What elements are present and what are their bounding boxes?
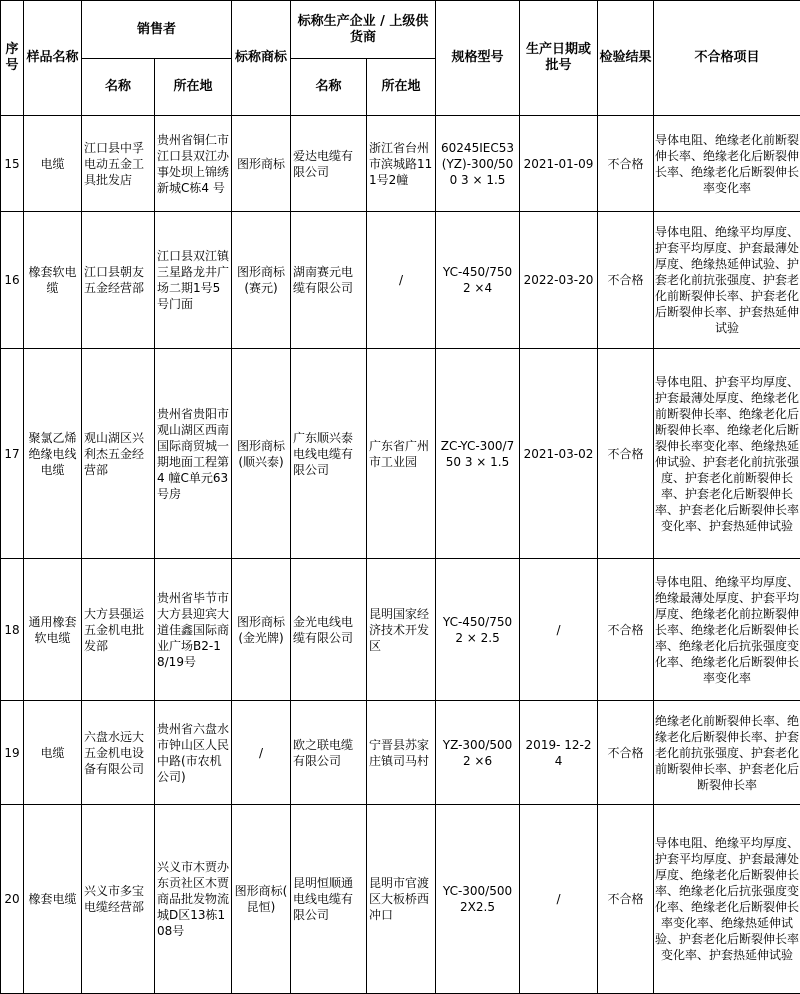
cell-brand: 图形商标(顺兴泰) <box>232 349 291 559</box>
header-seller: 销售者 <box>82 1 232 59</box>
cell-defects: 导体电阻、绝缘平均厚度、护套平均厚度、护套最薄处厚度、绝缘热延伸试验、护套老化前抗张强度、护套老化前断裂伸长率、护套老化后断裂伸长率、护套热延伸试验 <box>654 212 800 349</box>
cell-producer-location: 宁晋县苏家庄镇司马村 <box>367 701 436 805</box>
cell-seller-location: 贵州省毕节市大方县迎宾大道佳鑫国际商业广场B2-18/19号 <box>155 559 232 701</box>
cell-result: 不合格 <box>598 116 654 212</box>
cell-sample: 电缆 <box>24 701 82 805</box>
cell-result: 不合格 <box>598 701 654 805</box>
cell-producer-name: 爱达电缆有限公司 <box>291 116 367 212</box>
header-date: 生产日期或批号 <box>520 1 598 116</box>
header-producer: 标称生产企业 / 上级供货商 <box>291 1 436 59</box>
cell-spec: YZ-300/500 2 ×6 <box>436 701 520 805</box>
cell-sample: 橡套电缆 <box>24 805 82 994</box>
cell-spec: YC-300/500 2X2.5 <box>436 805 520 994</box>
cell-seller-location: 江口县双江镇三星路龙井广场二期1号5号门面 <box>155 212 232 349</box>
header-brand: 标称商标 <box>232 1 291 116</box>
cell-result: 不合格 <box>598 349 654 559</box>
table-row <box>1 212 800 349</box>
cell-brand: 图形商标( 昆恒) <box>232 805 291 994</box>
cell-seller-name: 江口县中孚电动五金工具批发店 <box>82 116 155 212</box>
cell-seller-location: 兴义市木贾办东贡社区木贾商品批发物流城D区13栋108号 <box>155 805 232 994</box>
header-producer-location: 所在地 <box>367 59 436 116</box>
cell-result: 不合格 <box>598 212 654 349</box>
cell-producer-name: 广东顺兴泰电线电缆有限公司 <box>291 349 367 559</box>
cell-date: 2019- 12-24 <box>520 701 598 805</box>
cell-date: / <box>520 805 598 994</box>
cell-producer-location: 广东省广州市工业园 <box>367 349 436 559</box>
cell-spec: YC-450/750 2 ×4 <box>436 212 520 349</box>
cell-seller-location: 贵州省铜仁市江口县双江办事处坝上锦绣新城C栋4 号 <box>155 116 232 212</box>
cell-seq: 19 <box>1 701 24 805</box>
cell-spec: YC-450/750 2 × 2.5 <box>436 559 520 701</box>
cell-producer-name: 昆明恒顺通电线电缆有限公司 <box>291 805 367 994</box>
cell-producer-location: / <box>367 212 436 349</box>
cell-seller-name: 观山湖区兴利杰五金经营部 <box>82 349 155 559</box>
cell-defects: 导体电阻、护套平均厚度、护套最薄处厚度、绝缘老化前断裂伸长率、绝缘老化后断裂伸长率、绝缘老化后断裂伸长率变化率、绝缘热延伸试验、护套老化前抗张强度、护套老化前断裂伸长率、护套老化后断裂伸长率、护套老化后断裂伸长率变化率、护套热延伸试验 <box>654 349 800 559</box>
cell-seq: 17 <box>1 349 24 559</box>
cell-brand: 图形商标(金光牌) <box>232 559 291 701</box>
header-seq: 序号 <box>1 1 24 116</box>
cell-seller-name: 兴义市多宝电缆经营部 <box>82 805 155 994</box>
cell-defects: 导体电阻、绝缘平均厚度、护套平均厚度、护套最薄处厚度、绝缘老化后断裂伸长率、绝缘老化后抗张强度变化率、绝缘老化后断裂伸长率变化率、绝缘热延伸试验、护套老化后断裂伸长率变化率、护套热延伸试验 <box>654 805 800 994</box>
header-seller-location: 所在地 <box>155 59 232 116</box>
cell-result: 不合格 <box>598 559 654 701</box>
table-row <box>1 349 800 559</box>
cell-date: / <box>520 559 598 701</box>
cell-seller-name: 大方县强运五金机电批发部 <box>82 559 155 701</box>
table-row <box>1 701 800 805</box>
cell-seller-name: 江口县朝友五金经营部 <box>82 212 155 349</box>
cell-producer-location: 浙江省台州市滨城路111号2幢 <box>367 116 436 212</box>
cell-sample: 橡套软电缆 <box>24 212 82 349</box>
cell-sample: 通用橡套软电缆 <box>24 559 82 701</box>
cell-seq: 20 <box>1 805 24 994</box>
cell-sample: 电缆 <box>24 116 82 212</box>
cell-seq: 15 <box>1 116 24 212</box>
cell-spec: 60245IEC53(YZ)-300/500 3 × 1.5 <box>436 116 520 212</box>
cell-seq: 16 <box>1 212 24 349</box>
cell-seq: 18 <box>1 559 24 701</box>
cell-producer-name: 欧之联电缆有限公司 <box>291 701 367 805</box>
cell-spec: ZC-YC-300/750 3 × 1.5 <box>436 349 520 559</box>
cell-brand: / <box>232 701 291 805</box>
table-row <box>1 559 800 701</box>
header-defects: 不合格项目 <box>654 1 800 116</box>
cell-sample: 聚氯乙烯绝缘电线电缆 <box>24 349 82 559</box>
cell-producer-name: 金光电线电缆有限公司 <box>291 559 367 701</box>
header-spec: 规格型号 <box>436 1 520 116</box>
cell-producer-location: 昆明国家经济技术开发区 <box>367 559 436 701</box>
cell-brand: 图形商标 <box>232 116 291 212</box>
cell-date: 2022-03-20 <box>520 212 598 349</box>
cell-producer-location: 昆明市官渡区大板桥西冲口 <box>367 805 436 994</box>
cell-date: 2021-01-09 <box>520 116 598 212</box>
header-producer-name: 名称 <box>291 59 367 116</box>
cell-seller-name: 六盘水远大五金机电设备有限公司 <box>82 701 155 805</box>
cell-seller-location: 贵州省贵阳市观山湖区西南国际商贸城一期地面工程第4 幢C单元63号房 <box>155 349 232 559</box>
table-row <box>1 116 800 212</box>
header-result: 检验结果 <box>598 1 654 116</box>
cell-seller-location: 贵州省六盘水市钟山区人民中路(市农机公司) <box>155 701 232 805</box>
cell-result: 不合格 <box>598 805 654 994</box>
cell-date: 2021-03-02 <box>520 349 598 559</box>
header-sample-name: 样品名称 <box>24 1 82 116</box>
table-row <box>1 805 800 994</box>
cell-defects: 导体电阻、绝缘老化前断裂伸长率、绝缘老化后断裂伸长率、绝缘老化后断裂伸长率变化率 <box>654 116 800 212</box>
header-seller-name: 名称 <box>82 59 155 116</box>
cell-defects: 导体电阻、绝缘平均厚度、绝缘最薄处厚度、护套平均厚度、绝缘老化前拉断裂伸长率、绝缘老化后断裂伸长率、绝缘老化后抗张强度变化率、绝缘老化后断裂伸长率变化率 <box>654 559 800 701</box>
cell-defects: 绝缘老化前断裂伸长率、绝缘老化后断裂伸长率、护套老化前抗张强度、护套老化前断裂伸长率、护套老化后断裂伸长率 <box>654 701 800 805</box>
cell-producer-name: 湖南赛元电缆有限公司 <box>291 212 367 349</box>
cell-brand: 图形商标(赛元) <box>232 212 291 349</box>
